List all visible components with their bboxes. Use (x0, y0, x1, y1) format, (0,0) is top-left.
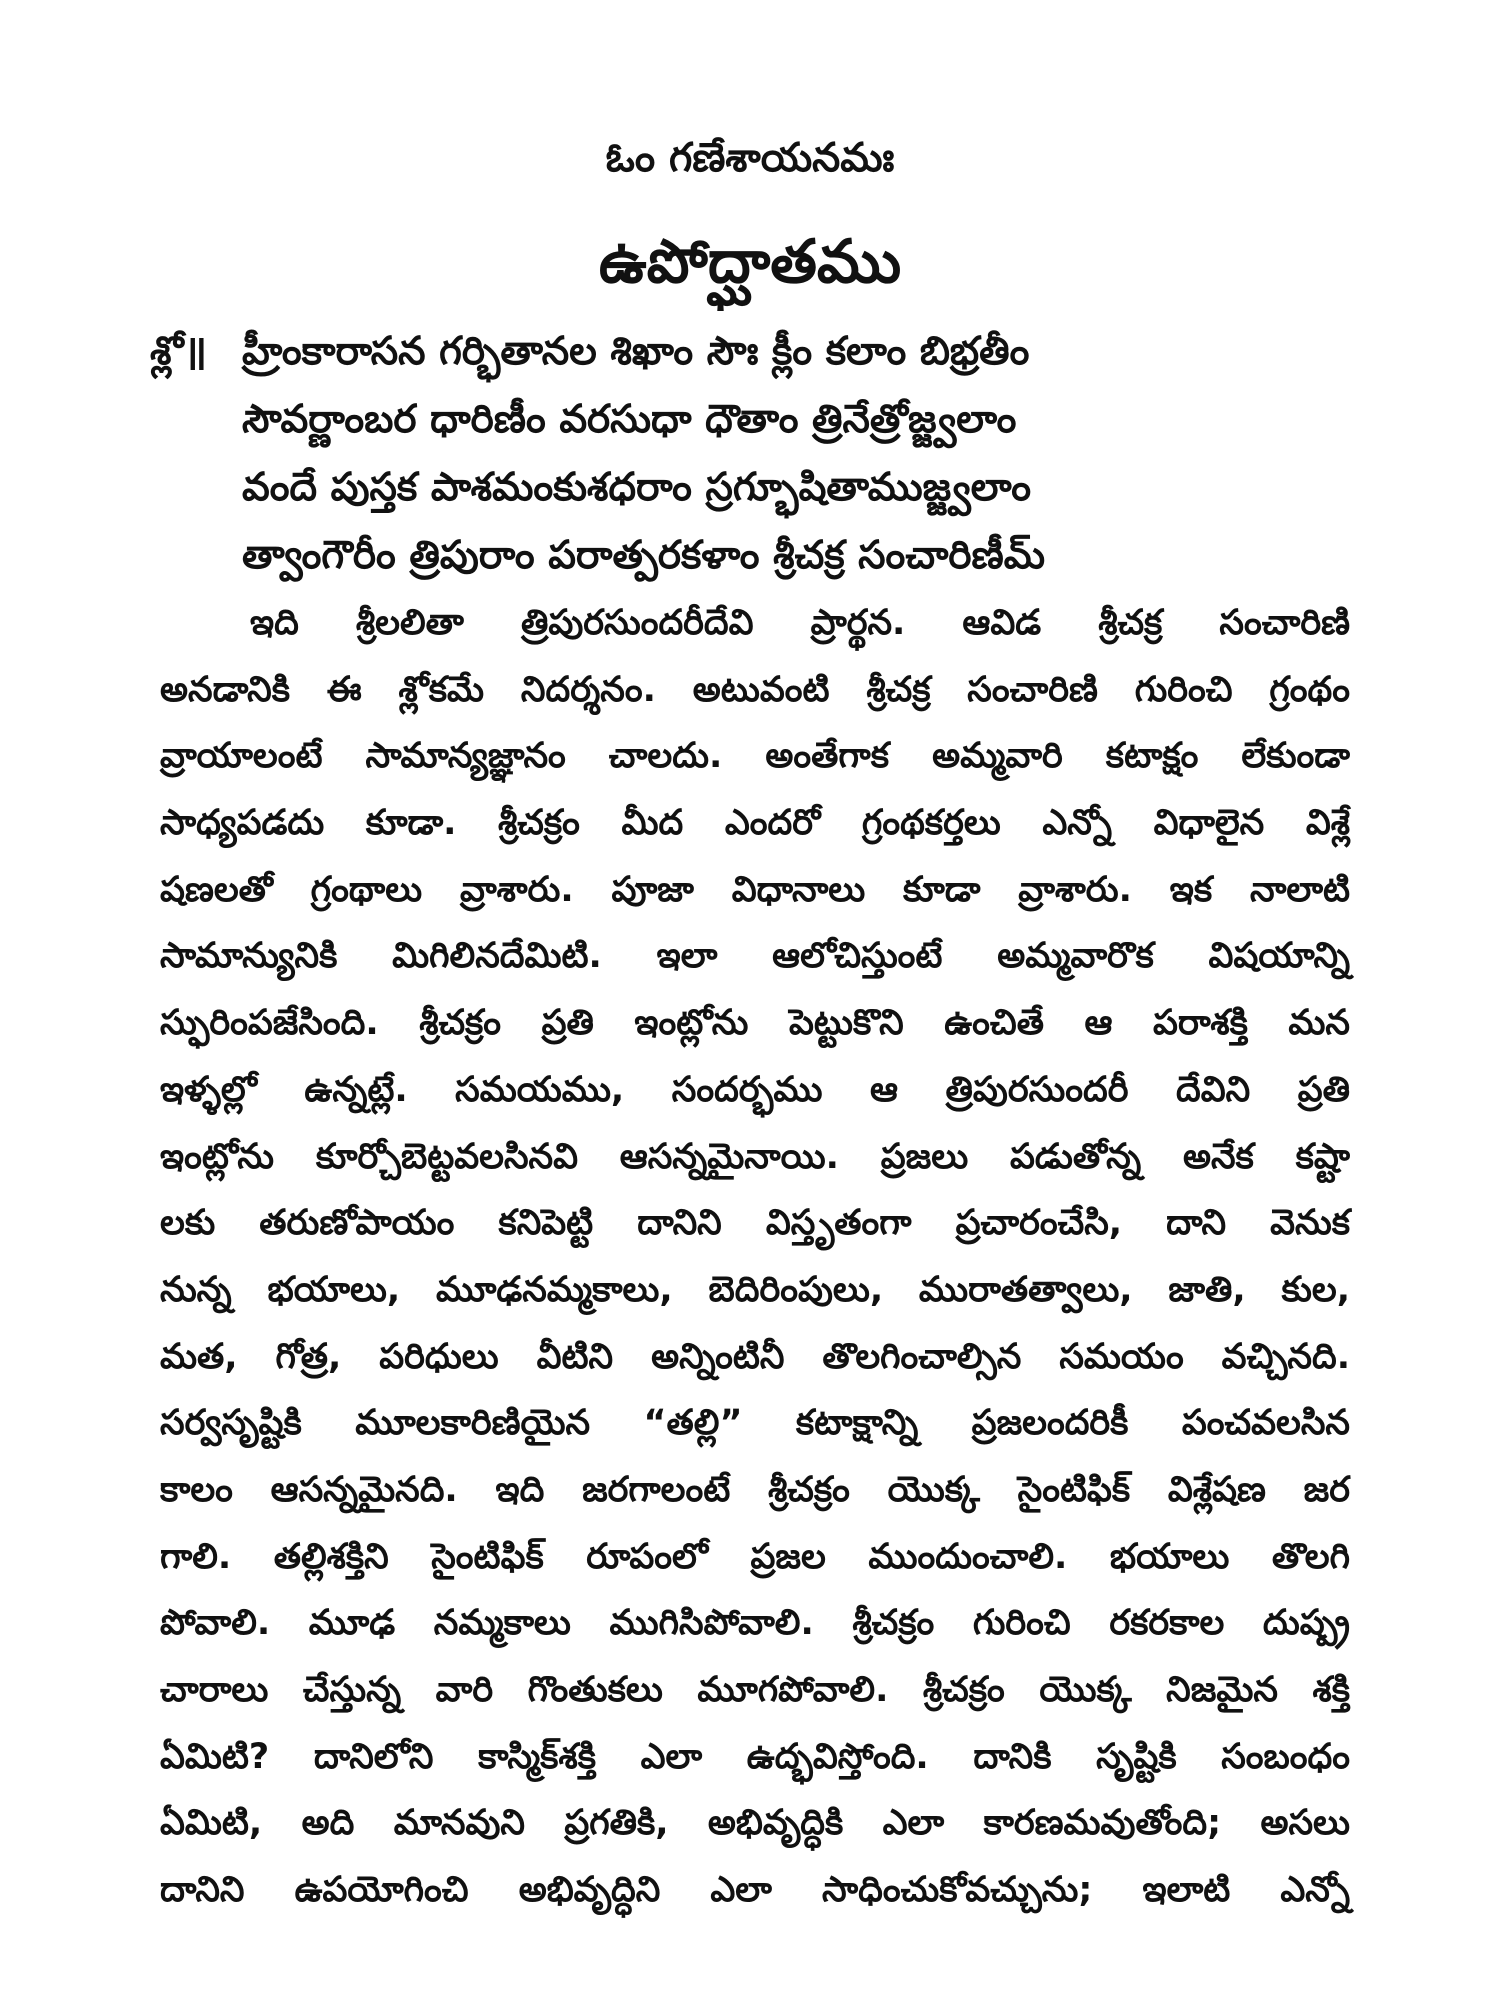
body-line: ఏమిటి? దానిలోని కాస్మిక్‌శక్తి ఎలా ఉద్భవిస్తోంది. దానికి సృష్టికి సంబంధం (160, 1736, 1350, 1777)
body-line: నున్న భయాలు, మూఢనమ్మకాలు, బెదిరింపులు, మురాతత్వాలు, జాతి, కుల, (160, 1269, 1350, 1310)
shloka-line-text: సౌవర్ణాంబర ధారిణీం వరసుధా ధౌతాం త్రినేత్రోజ్జ్వలాం (242, 397, 1017, 442)
shloka-line-text: త్వాంగౌరీం త్రిపురాం పరాత్పరకళాం శ్రీచక్ర సంచారిణీమ్ (242, 533, 1045, 578)
body-line: సాధ్యపడదు కూడా. శ్రీచక్రం మీద ఎందరో గ్రంథకర్తలు ఎన్నో విధాలైన విశ్లే (160, 803, 1350, 844)
body-line: ఇళ్ళల్లో ఉన్నట్లే. సమయము, సందర్భము ఆ త్రిపురసుందరీ దేవిని ప్రతి (160, 1069, 1350, 1110)
shloka-line (150, 522, 1380, 590)
body-line: అనడానికి ఈ శ్లోకమే నిదర్శనం. అటువంటి శ్రీచక్ర సంచారిణి గురించి గ్రంథం (160, 669, 1350, 710)
body-line: వ్రాయాలంటే సామాన్యజ్ఞానం చాలదు. అంతేగాక అమ్మవారి కటాక్షం లేకుండా (160, 736, 1350, 777)
body-line: మత, గోత్ర, పరిధులు వీటిని అన్నింటినీ తొలగించాల్సిన సమయం వచ్చినది. (160, 1336, 1350, 1377)
body-line: ఇంట్లోను కూర్చోబెట్టవలసినవి ఆసన్నమైనాయి. ప్రజలు పడుతోన్న అనేక కష్టా (160, 1136, 1350, 1177)
body-line: ఇది శ్రీలలితా త్రిపురసుందరీదేవి ప్రార్థన. ఆవిడ శ్రీచక్ర సంచారిణి (250, 603, 1350, 643)
shloka-marker: శ్లో॥ (150, 329, 207, 374)
shloka-line-text: వందే పుస్తక పాశమంకుశధరాం స్రగ్భూషితాముజ్జ్వలాం (242, 465, 1031, 510)
body-paragraph (160, 590, 1350, 1924)
body-line: గాలి. తల్లిశక్తిని సైంటిఫిక్ రూపంలో ప్రజల ముందుంచాలి. భయాలు తొలగి (160, 1536, 1350, 1577)
body-line: ఏమిటి, అది మానవుని ప్రగతికి, అభివృద్ధికి ఎలా కారణమవుతోంది; అసలు (160, 1803, 1350, 1844)
body-line: స్ఫురింపజేసింది. శ్రీచక్రం ప్రతి ఇంట్లోను పెట్టుకొని ఉంచితే ఆ పరాశక్తి మన (160, 1003, 1350, 1044)
body-line: చారాలు చేస్తున్న వారి గొంతుకలు మూగపోవాలి. శ్రీచక్రం యొక్క నిజమైన శక్తి (160, 1670, 1350, 1710)
body-line: పోవాలి. మూఢ నమ్మకాలు ముగిసిపోవాలి. శ్రీచక్రం గురించి రకరకాల దుష్ప్ర (160, 1603, 1350, 1644)
shloka-line-text: హ్రీంకారాసన గర్భితానల శిఖాం సౌః క్లీం కలాం బిభ్రతీం (242, 329, 1030, 374)
body-line: సామాన్యునికి మిగిలినదేమిటి. ఇలా ఆలోచిస్తుంటే అమ్మవారొక విషయాన్ని (160, 936, 1350, 977)
body-line: లకు తరుణోపాయం కనిపెట్టి దానిని విస్తృతంగా ప్రచారంచేసి, దాని వెనుక (160, 1203, 1350, 1244)
body-line: కాలం ఆసన్నమైనది. ఇది జరగాలంటే శ్రీచక్రం యొక్క సైంటిఫిక్ విశ్లేషణ జర (160, 1469, 1350, 1510)
shloka-line (150, 454, 1380, 522)
body-line: సర్వసృష్టికి మూలకారిణియైన “తల్లి” కటాక్షాన్ని ప్రజలందరికీ పంచవలసిన (160, 1403, 1350, 1444)
body-line: షణలతో గ్రంథాలు వ్రాశారు. పూజా విధానాలు కూడా వ్రాశారు. ఇక నాలాటి (160, 869, 1350, 910)
body-line: దానిని ఉపయోగించి అభివృద్ధిని ఎలా సాధించుకోవచ్చును; ఇలాటి ఎన్నో (160, 1870, 1350, 1911)
shloka-line (150, 386, 1380, 454)
invocation-heading: ఓం గణేశాయనమః (605, 135, 895, 181)
shloka-line (150, 318, 1380, 386)
shloka-block (150, 318, 1380, 590)
page-title: ఉపోద్ఘాతము (598, 227, 902, 297)
